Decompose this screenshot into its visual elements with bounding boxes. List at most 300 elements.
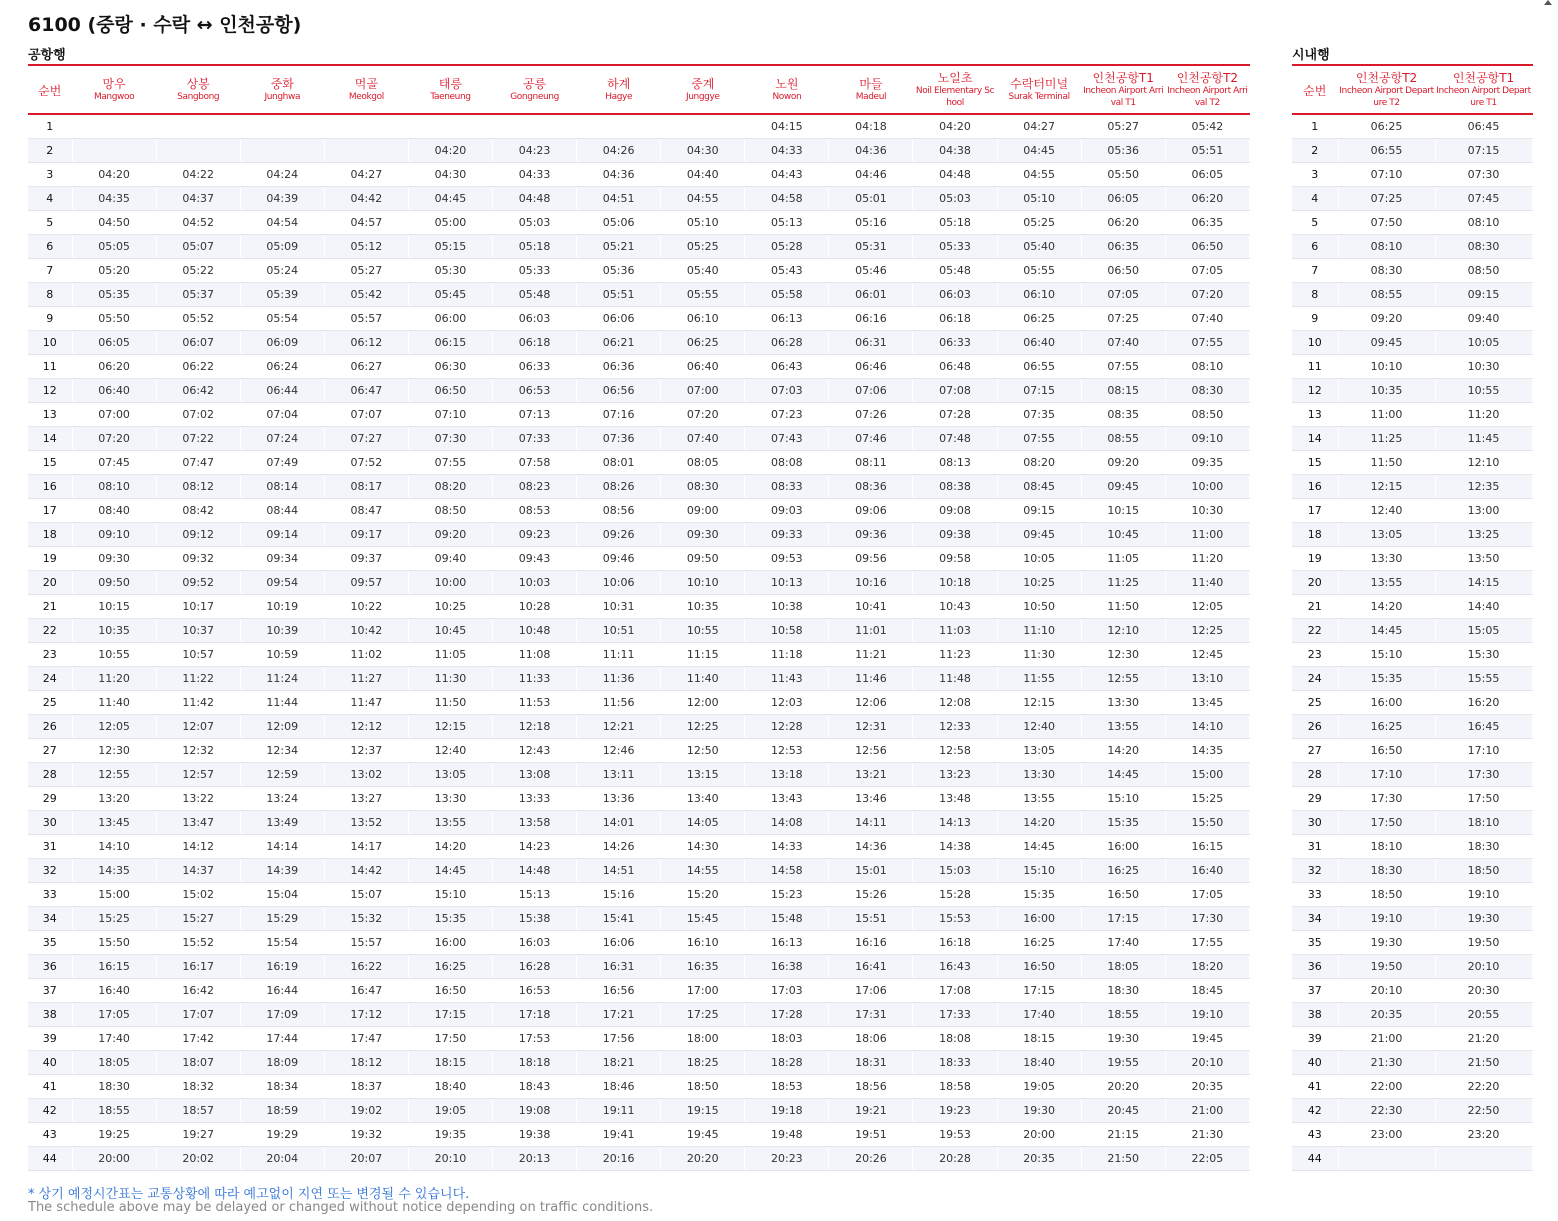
departure-time: 14:20: [1081, 739, 1165, 763]
departure-time: 13:55: [997, 787, 1081, 811]
departure-time: 12:25: [1165, 619, 1249, 643]
departure-time: 20:20: [1081, 1075, 1165, 1099]
departure-time: 06:48: [913, 355, 997, 379]
departure-time: 12:15: [1338, 475, 1435, 499]
departure-time: [408, 114, 492, 139]
departure-time: 05:09: [240, 235, 324, 259]
departure-time: 13:05: [1338, 523, 1435, 547]
departure-time: 18:59: [240, 1099, 324, 1123]
table-row: [28, 643, 1250, 667]
departure-time: 11:10: [997, 619, 1081, 643]
departure-time: 18:50: [1435, 859, 1532, 883]
departure-time: 23:00: [1338, 1123, 1435, 1147]
trip-number: 44: [1292, 1147, 1338, 1171]
departure-time: 15:29: [240, 907, 324, 931]
departure-time: 10:55: [661, 619, 745, 643]
departure-time: 05:36: [1081, 139, 1165, 163]
departure-time: 15:05: [1435, 619, 1532, 643]
departure-time: 04:55: [997, 163, 1081, 187]
departure-time: 14:13: [913, 811, 997, 835]
departure-time: 12:15: [408, 715, 492, 739]
departure-time: 14:20: [408, 835, 492, 859]
departure-time: 13:40: [661, 787, 745, 811]
table-row: [28, 499, 1250, 523]
stop-name-korean: 태릉: [438, 76, 463, 91]
departure-time: 07:55: [1165, 331, 1249, 355]
departure-time: 09:15: [1435, 283, 1532, 307]
departure-time: 04:15: [745, 114, 829, 139]
departure-time: 08:30: [661, 475, 745, 499]
departure-time: 04:23: [493, 139, 577, 163]
departure-time: 18:30: [1081, 979, 1165, 1003]
trip-number: 40: [1292, 1051, 1338, 1075]
departure-time: 17:40: [1081, 931, 1165, 955]
departure-time: 20:10: [1435, 955, 1532, 979]
departure-time: 07:30: [408, 427, 492, 451]
departure-time: 05:20: [72, 259, 156, 283]
departure-time: 07:20: [72, 427, 156, 451]
departure-time: 06:46: [829, 355, 913, 379]
scroll-up-arrow-icon[interactable]: [1544, 0, 1552, 5]
departure-time: 05:46: [829, 259, 913, 283]
departure-time: 06:44: [240, 379, 324, 403]
departure-time: 14:35: [1165, 739, 1249, 763]
trip-number: 38: [1292, 1003, 1338, 1027]
departure-time: 09:57: [324, 571, 408, 595]
table-row: [28, 1123, 1250, 1147]
table-row: [28, 763, 1250, 787]
stop-name-korean: 하계: [607, 76, 631, 91]
table-row: [28, 547, 1250, 571]
departure-time: 11:20: [1435, 403, 1532, 427]
departure-time: 04:20: [408, 139, 492, 163]
departure-time: 09:08: [913, 499, 997, 523]
departure-time: 08:44: [240, 499, 324, 523]
departure-time: 19:25: [72, 1123, 156, 1147]
departure-time: 10:35: [72, 619, 156, 643]
departure-time: 13:08: [493, 763, 577, 787]
departure-time: 13:48: [913, 787, 997, 811]
departure-time: 13:43: [745, 787, 829, 811]
departure-time: 15:23: [745, 883, 829, 907]
departure-time: 10:30: [1435, 355, 1532, 379]
departure-time: 04:51: [577, 187, 661, 211]
departure-time: 15:57: [324, 931, 408, 955]
departure-time: 18:34: [240, 1075, 324, 1099]
departure-time: 12:45: [1165, 643, 1249, 667]
departure-time: 07:08: [913, 379, 997, 403]
stop-name-english: Incheon Airport Departure T1: [1436, 85, 1531, 108]
departure-time: 04:45: [997, 139, 1081, 163]
departure-time: 17:44: [240, 1027, 324, 1051]
departure-time: 17:15: [408, 1003, 492, 1027]
departure-time: 11:18: [745, 643, 829, 667]
departure-time: 10:45: [408, 619, 492, 643]
departure-time: 04:22: [156, 163, 240, 187]
departure-time: 10:50: [997, 595, 1081, 619]
departure-time: 06:20: [1081, 211, 1165, 235]
departure-time: 05:40: [997, 235, 1081, 259]
departure-time: 18:25: [661, 1051, 745, 1075]
departure-time: 14:40: [1435, 595, 1532, 619]
departure-time: 10:41: [829, 595, 913, 619]
departure-time: 06:18: [493, 331, 577, 355]
stop-name-english: Noil Elementary School: [915, 85, 995, 108]
departure-time: 07:16: [577, 403, 661, 427]
departure-time: 10:38: [745, 595, 829, 619]
departure-time: 04:46: [829, 163, 913, 187]
departure-time: 05:51: [577, 283, 661, 307]
trip-number: 24: [1292, 667, 1338, 691]
trip-number: 40: [28, 1051, 72, 1075]
departure-time: 17:00: [661, 979, 745, 1003]
table-row: [1292, 475, 1532, 499]
departure-time: 20:04: [240, 1147, 324, 1171]
departure-time: 06:10: [997, 283, 1081, 307]
departure-time: 10:55: [1435, 379, 1532, 403]
header-stop: [324, 65, 408, 114]
departure-time: 12:56: [829, 739, 913, 763]
departure-time: 12:30: [72, 739, 156, 763]
departure-time: 06:35: [1165, 211, 1249, 235]
departure-time: 13:05: [997, 739, 1081, 763]
departure-time: 09:26: [577, 523, 661, 547]
departure-time: 20:45: [1081, 1099, 1165, 1123]
departure-time: 08:30: [1165, 379, 1249, 403]
departure-time: 07:35: [997, 403, 1081, 427]
departure-time: 04:52: [156, 211, 240, 235]
trip-number: 3: [28, 163, 72, 187]
departure-time: 15:10: [1081, 787, 1165, 811]
departure-time: 16:15: [1165, 835, 1249, 859]
departure-time: 08:01: [577, 451, 661, 475]
departure-time: 13:30: [997, 763, 1081, 787]
departure-time: 10:42: [324, 619, 408, 643]
header-stop: [72, 65, 156, 114]
header-stop: [1338, 65, 1435, 114]
departure-time: 05:07: [156, 235, 240, 259]
departure-time: 13:36: [577, 787, 661, 811]
departure-time: 19:30: [1081, 1027, 1165, 1051]
departure-time: 15:28: [913, 883, 997, 907]
departure-time: [493, 114, 577, 139]
page-title: 6100 (중랑 · 수락 ↔ 인천공항): [28, 14, 302, 36]
departure-time: 10:25: [408, 595, 492, 619]
trip-number: 15: [28, 451, 72, 475]
trip-number: 11: [1292, 355, 1338, 379]
departure-time: 05:00: [408, 211, 492, 235]
departure-time: 09:46: [577, 547, 661, 571]
departure-time: 06:07: [156, 331, 240, 355]
departure-time: 09:36: [829, 523, 913, 547]
table-row: [28, 163, 1250, 187]
departure-time: 07:40: [1165, 307, 1249, 331]
departure-time: 12:34: [240, 739, 324, 763]
departure-time: 07:20: [1165, 283, 1249, 307]
departure-time: 20:35: [997, 1147, 1081, 1171]
departure-time: 11:46: [829, 667, 913, 691]
departure-time: 15:13: [493, 883, 577, 907]
trip-number: 10: [1292, 331, 1338, 355]
departure-time: 18:53: [745, 1075, 829, 1099]
departure-time: 19:35: [408, 1123, 492, 1147]
departure-time: 05:48: [493, 283, 577, 307]
departure-time: 08:05: [661, 451, 745, 475]
departure-time: 17:06: [829, 979, 913, 1003]
departure-time: 11:48: [913, 667, 997, 691]
departure-time: 09:33: [745, 523, 829, 547]
departure-time: 07:06: [829, 379, 913, 403]
departure-time: 16:50: [997, 955, 1081, 979]
departure-time: 14:12: [156, 835, 240, 859]
departure-time: 10:05: [1435, 331, 1532, 355]
table-row: [1292, 331, 1532, 355]
table-row: [1292, 811, 1532, 835]
departure-time: 06:28: [745, 331, 829, 355]
departure-time: 14:17: [324, 835, 408, 859]
departure-time: 17:40: [72, 1027, 156, 1051]
departure-time: 18:50: [1338, 883, 1435, 907]
departure-time: 10:55: [72, 643, 156, 667]
departure-time: 18:07: [156, 1051, 240, 1075]
departure-time: 05:06: [577, 211, 661, 235]
departure-time: 05:58: [745, 283, 829, 307]
table-row: [28, 355, 1250, 379]
departure-time: 14:08: [745, 811, 829, 835]
stop-name-korean: 인천공항T1: [1092, 70, 1154, 85]
departure-time: 12:10: [1081, 619, 1165, 643]
departure-time: [1435, 1147, 1532, 1171]
departure-time: 12:57: [156, 763, 240, 787]
departure-time: 21:50: [1081, 1147, 1165, 1171]
table-row: [1292, 523, 1532, 547]
trip-number: 12: [28, 379, 72, 403]
departure-time: 19:23: [913, 1099, 997, 1123]
departure-time: 08:13: [913, 451, 997, 475]
departure-time: 09:43: [493, 547, 577, 571]
departure-time: 06:33: [913, 331, 997, 355]
departure-time: 19:10: [1338, 907, 1435, 931]
departure-time: 18:08: [913, 1027, 997, 1051]
table-row: [1292, 547, 1532, 571]
departure-time: 16:50: [1081, 883, 1165, 907]
departure-time: 09:20: [1338, 307, 1435, 331]
header-stop: [1165, 65, 1249, 114]
departure-time: 06:40: [661, 355, 745, 379]
departure-time: 11:00: [1338, 403, 1435, 427]
trip-number: 34: [1292, 907, 1338, 931]
table-row: [28, 427, 1250, 451]
stop-name-english: Mangwoo: [93, 91, 135, 102]
departure-time: 19:50: [1338, 955, 1435, 979]
table-row: [28, 883, 1250, 907]
departure-time: 07:00: [661, 379, 745, 403]
departure-time: 16:42: [156, 979, 240, 1003]
departure-time: 05:18: [493, 235, 577, 259]
table-row: [28, 475, 1250, 499]
departure-time: 11:00: [1165, 523, 1249, 547]
departure-time: 08:36: [829, 475, 913, 499]
trip-number: 29: [28, 787, 72, 811]
stop-name-english: Incheon Airport Arrival T1: [1083, 85, 1164, 108]
stop-name-korean: 마들: [859, 76, 883, 91]
departure-time: 12:05: [1165, 595, 1249, 619]
departure-time: 15:45: [661, 907, 745, 931]
departure-time: 23:20: [1435, 1123, 1532, 1147]
departure-time: 06:20: [1165, 187, 1249, 211]
departure-time: 10:15: [72, 595, 156, 619]
header-stop: [745, 65, 829, 114]
departure-time: 13:27: [324, 787, 408, 811]
trip-number: 27: [1292, 739, 1338, 763]
stop-name-english: Taeneung: [430, 91, 471, 102]
departure-time: [324, 114, 408, 139]
departure-time: 16:40: [1165, 859, 1249, 883]
departure-time: 13:18: [745, 763, 829, 787]
departure-time: 15:00: [1165, 763, 1249, 787]
stop-name-korean: 중화: [270, 76, 294, 91]
departure-time: 11:44: [240, 691, 324, 715]
trip-number: 31: [28, 835, 72, 859]
departure-time: 12:50: [661, 739, 745, 763]
header-stop: [997, 65, 1081, 114]
departure-time: 17:50: [408, 1027, 492, 1051]
table-row: [1292, 355, 1532, 379]
departure-time: 05:55: [997, 259, 1081, 283]
departure-time: 08:30: [1338, 259, 1435, 283]
departure-time: 07:52: [324, 451, 408, 475]
departure-time: 11:40: [1165, 571, 1249, 595]
departure-time: 09:38: [913, 523, 997, 547]
departure-time: 04:35: [72, 187, 156, 211]
table-row: [28, 403, 1250, 427]
table-row: [1292, 763, 1532, 787]
departure-time: 05:50: [72, 307, 156, 331]
departure-time: 18:33: [913, 1051, 997, 1075]
trip-number: 13: [28, 403, 72, 427]
departure-time: 11:11: [577, 643, 661, 667]
departure-time: 15:54: [240, 931, 324, 955]
departure-time: 17:30: [1435, 763, 1532, 787]
departure-time: 11:22: [156, 667, 240, 691]
departure-time: 04:54: [240, 211, 324, 235]
departure-time: 10:00: [1165, 475, 1249, 499]
departure-time: 10:37: [156, 619, 240, 643]
departure-time: 10:39: [240, 619, 324, 643]
departure-time: 06:43: [745, 355, 829, 379]
departure-time: 15:35: [1081, 811, 1165, 835]
trip-number: 14: [1292, 427, 1338, 451]
table-row: [28, 187, 1250, 211]
departure-time: 06:06: [577, 307, 661, 331]
table-row: [1292, 259, 1532, 283]
departure-time: 05:05: [72, 235, 156, 259]
departure-time: 05:40: [661, 259, 745, 283]
departure-time: 13:58: [493, 811, 577, 835]
departure-time: 14:15: [1435, 571, 1532, 595]
stop-name-english: Surak Terminal: [1008, 91, 1070, 102]
departure-time: 10:17: [156, 595, 240, 619]
trip-number: 2: [1292, 139, 1338, 163]
trip-number: 14: [28, 427, 72, 451]
departure-time: 08:30: [1435, 235, 1532, 259]
departure-time: 07:00: [72, 403, 156, 427]
departure-time: 11:45: [1435, 427, 1532, 451]
departure-time: 07:26: [829, 403, 913, 427]
departure-time: 04:57: [324, 211, 408, 235]
departure-time: 16:17: [156, 955, 240, 979]
departure-time: 19:51: [829, 1123, 913, 1147]
departure-time: 16:43: [913, 955, 997, 979]
stop-name-english: Incheon Airport Arrival T2: [1167, 85, 1248, 108]
departure-time: 22:00: [1338, 1075, 1435, 1099]
table-row: [28, 307, 1250, 331]
departure-time: 15:48: [745, 907, 829, 931]
trip-number: 8: [1292, 283, 1338, 307]
departure-time: 04:30: [408, 163, 492, 187]
table-row: [28, 1003, 1250, 1027]
departure-time: 08:38: [913, 475, 997, 499]
departure-time: 06:50: [408, 379, 492, 403]
section-label-airport-bound: 공항행: [28, 48, 66, 63]
departure-time: 08:12: [156, 475, 240, 499]
departure-time: 19:21: [829, 1099, 913, 1123]
departure-time: 13:11: [577, 763, 661, 787]
departure-time: 05:54: [240, 307, 324, 331]
departure-time: 05:25: [997, 211, 1081, 235]
table-row: [28, 667, 1250, 691]
departure-time: 10:18: [913, 571, 997, 595]
departure-time: 14:51: [577, 859, 661, 883]
trip-number: 29: [1292, 787, 1338, 811]
departure-time: 11:25: [1081, 571, 1165, 595]
stop-name-english: Gongneung: [510, 91, 559, 102]
departure-time: 12:43: [493, 739, 577, 763]
departure-time: 12:32: [156, 739, 240, 763]
departure-time: 16:15: [72, 955, 156, 979]
trip-number: 16: [28, 475, 72, 499]
departure-time: 17:15: [997, 979, 1081, 1003]
departure-time: 19:53: [913, 1123, 997, 1147]
departure-time: 18:18: [493, 1051, 577, 1075]
departure-time: 16:44: [240, 979, 324, 1003]
trip-number: 15: [1292, 451, 1338, 475]
departure-time: 04:42: [324, 187, 408, 211]
departure-time: 14:35: [72, 859, 156, 883]
departure-time: 11:40: [661, 667, 745, 691]
departure-time: 09:34: [240, 547, 324, 571]
departure-time: 20:55: [1435, 1003, 1532, 1027]
departure-time: 06:30: [408, 355, 492, 379]
departure-time: 07:50: [1338, 211, 1435, 235]
table-row: [1292, 691, 1532, 715]
departure-time: 13:22: [156, 787, 240, 811]
departure-time: 17:50: [1338, 811, 1435, 835]
table-row: [1292, 427, 1532, 451]
departure-time: 13:55: [1081, 715, 1165, 739]
departure-time: 07:40: [661, 427, 745, 451]
table-row: [28, 211, 1250, 235]
departure-time: 10:06: [577, 571, 661, 595]
header-stop: [156, 65, 240, 114]
departure-time: 15:41: [577, 907, 661, 931]
departure-time: 05:12: [324, 235, 408, 259]
departure-time: 14:01: [577, 811, 661, 835]
table-row: [28, 571, 1250, 595]
departure-time: 20:35: [1338, 1003, 1435, 1027]
departure-time: 11:47: [324, 691, 408, 715]
departure-time: [156, 139, 240, 163]
